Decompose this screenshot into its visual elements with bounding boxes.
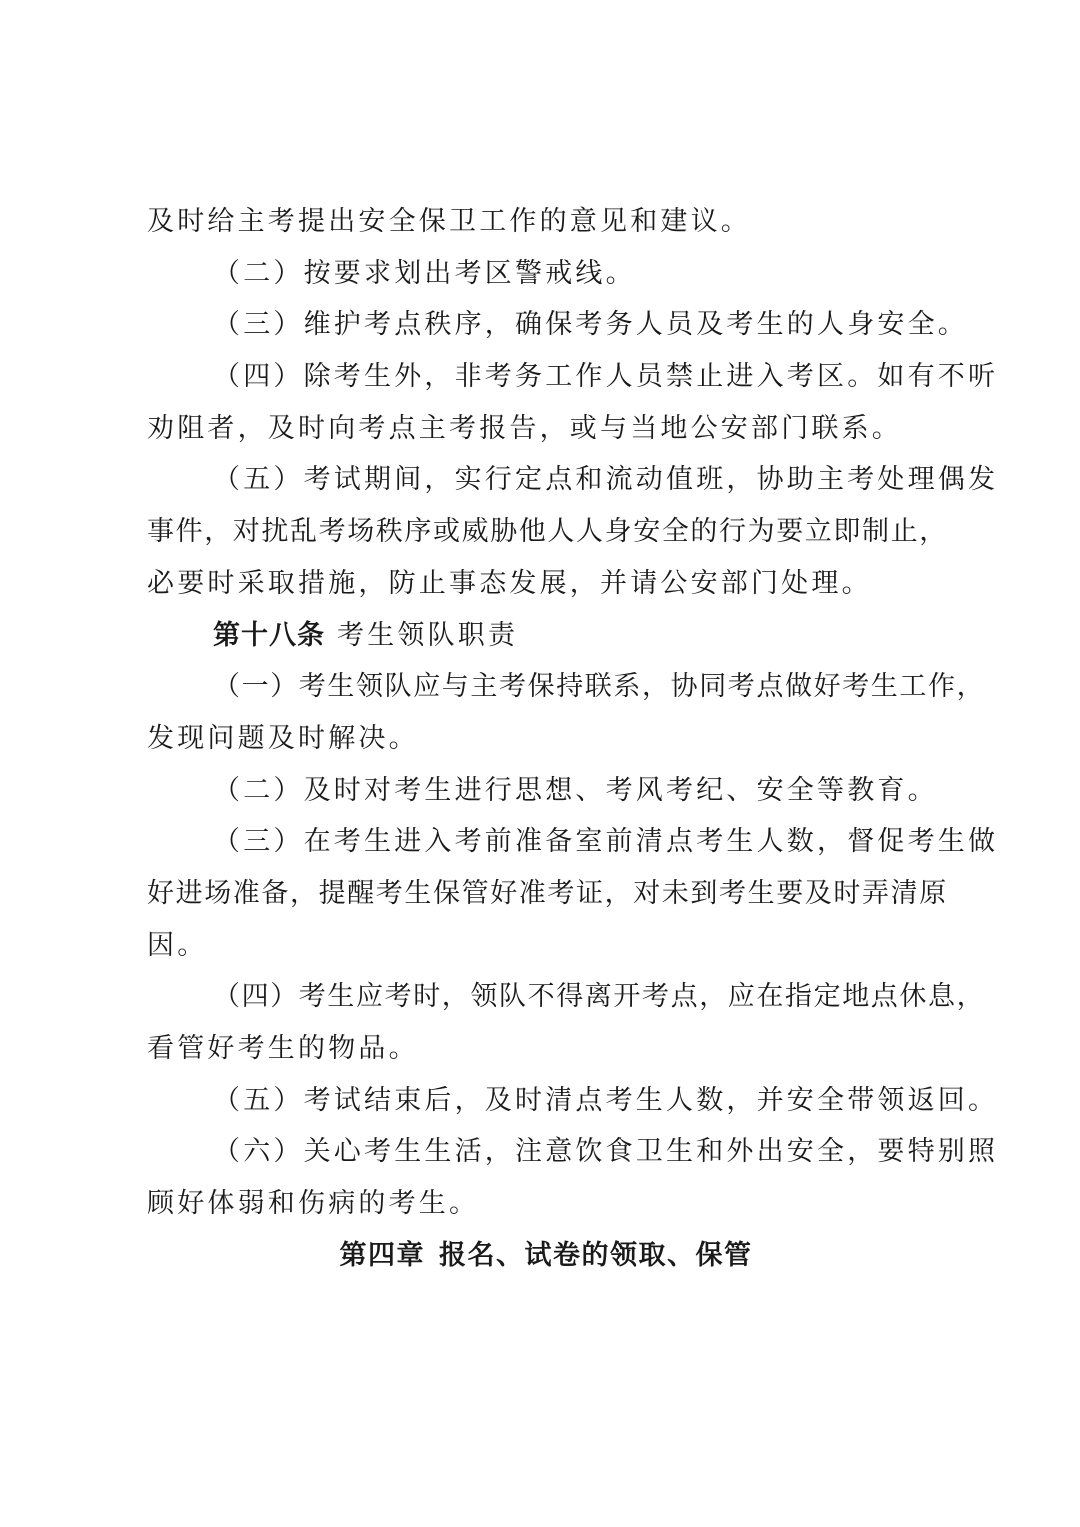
text-line: 因。 (147, 929, 208, 961)
text-line: （三）在考生进入考前准备室前清点考生人数，督促考生做 (213, 826, 999, 858)
chapter-title: 报名、试卷的领取、保管 (439, 1239, 753, 1271)
chapter-number: 第四章 (339, 1239, 425, 1271)
text-line: 劝阻者，及时向考点主考报告，或与当地公安部门联系。 (147, 412, 902, 444)
text-line: （六）关心考生生活，注意饮食卫生和外出安全，要特别照 (213, 1136, 999, 1168)
text-line: 必要时采取措施，防止事态发展，并请公安部门处理。 (147, 567, 872, 599)
text-line: 好进场准备，提醒考生保管好准考证，对未到考生要及时弄清原 (147, 877, 948, 909)
text-line: （二）及时对考生进行思想、考风考纪、安全等教育。 (213, 774, 938, 806)
article-title: 考生领队职责 (337, 619, 519, 651)
text-line: 看管好考生的物品。 (147, 1033, 419, 1064)
text-line: （四）除考生外，非考务工作人员禁止进入考区。如有不听 (213, 361, 999, 393)
text-line: 事件，对扰乱考场秩序或威胁他人人身安全的行为要立即制止， (147, 516, 948, 548)
text-line: （五）考试结束后，及时清点考生人数，并安全带领返回。 (213, 1084, 999, 1116)
text-line: 及时给主考提出安全保卫工作的意见和建议。 (147, 206, 751, 237)
text-line: （一）考生领队应与主考保持联系，协同考点做好考生工作， (213, 671, 986, 703)
text-line: （五）考试期间，实行定点和流动值班，协助主考处理偶发 (213, 464, 999, 496)
text-line: （三）维护考点秩序，确保考务人员及考生的人身安全。 (213, 309, 968, 341)
document-page (147, 196, 999, 1281)
text-line: （四）考生应考时，领队不得离开考点，应在指定地点休息， (213, 981, 986, 1013)
text-line: 顾好体弱和伤病的考生。 (147, 1188, 480, 1220)
text-line: 发现问题及时解决。 (147, 722, 419, 754)
text-line: （二）按要求划出考区警戒线。 (213, 257, 636, 289)
article-heading (147, 610, 937, 662)
article-number: 第十八条 (213, 619, 325, 651)
chapter-heading (147, 1230, 937, 1282)
